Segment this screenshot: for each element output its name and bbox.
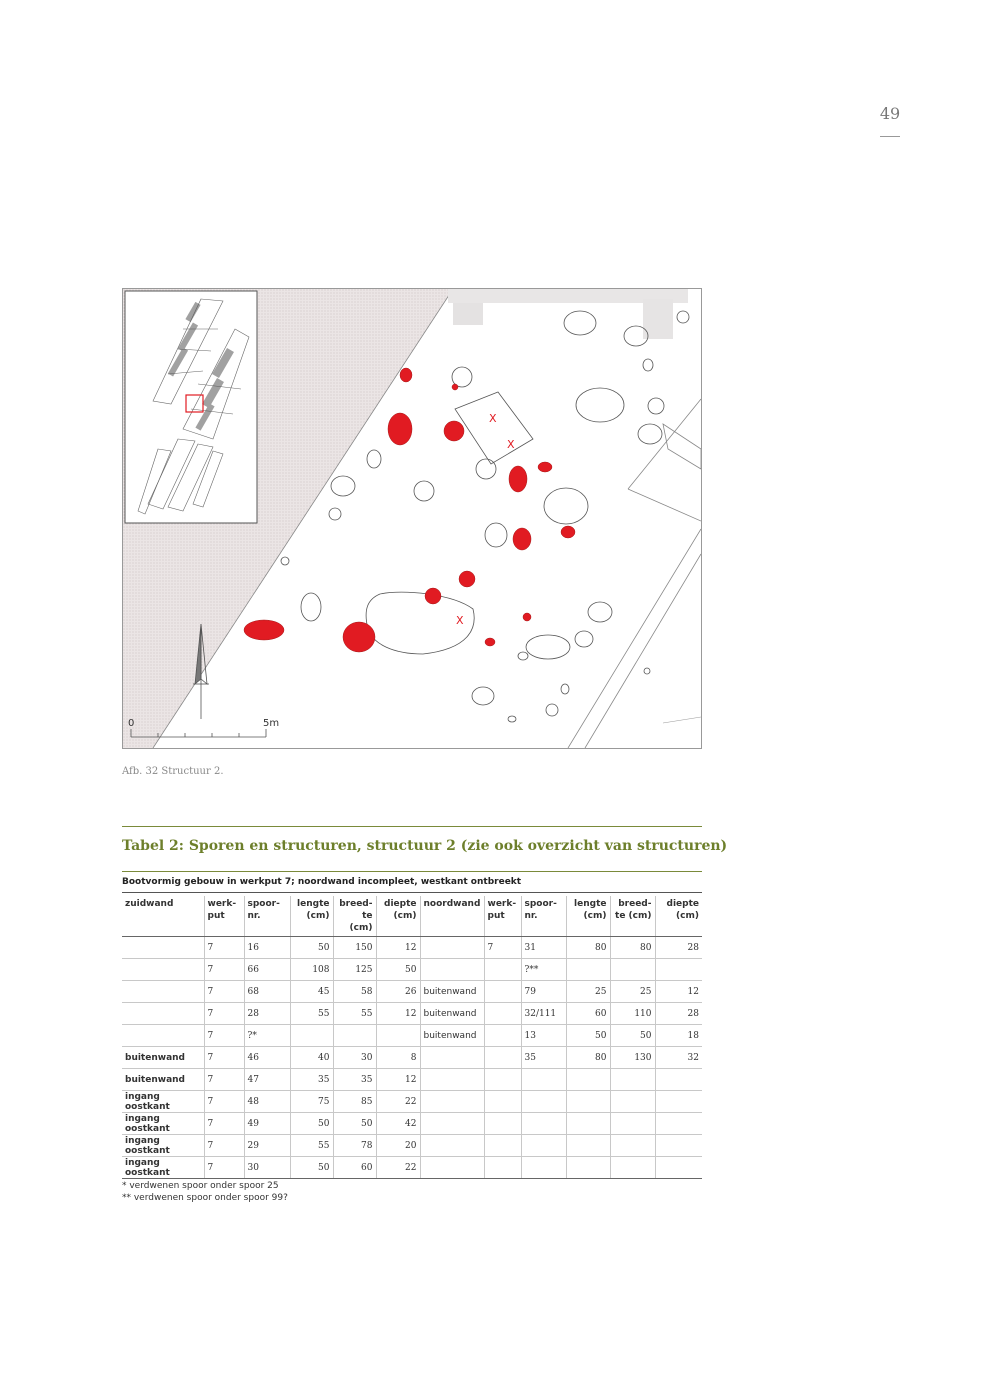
table-cell: [610, 1091, 655, 1113]
scale-end-label: 5m: [263, 718, 280, 729]
table-cell: 35: [521, 1047, 566, 1069]
column-header: [204, 896, 244, 937]
column-header-line-2: nr.: [247, 911, 261, 921]
table-cell: [484, 1069, 521, 1091]
table-top-rule: [122, 826, 702, 827]
table-cell: 85: [333, 1091, 376, 1113]
column-header-line-1: zuidwand: [125, 899, 174, 909]
column-header: [521, 896, 566, 937]
table-cell: 12: [376, 937, 420, 959]
table-cell: [484, 981, 521, 1003]
table-cell: 12: [376, 1069, 420, 1091]
column-header-line-2: te (cm): [615, 911, 652, 921]
table-cell: [655, 1135, 702, 1157]
feature-marker-1: X: [489, 412, 497, 425]
column-header: [122, 896, 204, 937]
table-cell: [521, 1113, 566, 1135]
column-header-line-1: spoor-: [524, 899, 557, 909]
table-cell: 47: [244, 1069, 290, 1091]
table-cell: buitenwand: [122, 1047, 204, 1069]
column-header-line-1: werk-: [487, 899, 517, 909]
table-cell: 46: [244, 1047, 290, 1069]
table-cell: 16: [244, 937, 290, 959]
structure-table: [122, 896, 702, 1179]
column-header-line-1: lengte: [574, 899, 607, 909]
column-header: [420, 896, 484, 937]
table-cell: 50: [290, 1157, 333, 1179]
table-cell: [122, 1025, 204, 1047]
table-cell: 25: [610, 981, 655, 1003]
column-header-line-1: spoor-: [247, 899, 280, 909]
table-title: Tabel 2: Sporen en structuren, structuur 2 (zie ook overzicht van structuren): [122, 838, 728, 854]
column-header: [655, 896, 702, 937]
table-cell: [484, 1113, 521, 1135]
table-cell: 28: [244, 1003, 290, 1025]
table-cell: 58: [333, 981, 376, 1003]
table-cell: [420, 959, 484, 981]
table-cell: [484, 1135, 521, 1157]
table-header-row: [122, 896, 702, 937]
table-cell: [610, 1135, 655, 1157]
table-cell: [420, 1047, 484, 1069]
column-header-line-1: werk-: [207, 899, 237, 909]
table-cell: 80: [566, 937, 610, 959]
column-header-line-2: te (cm): [349, 911, 373, 933]
table-cell: [122, 959, 204, 981]
column-header-line-1: diepte: [384, 899, 417, 909]
table-cell: ?*: [244, 1025, 290, 1047]
table-row: [122, 1135, 702, 1157]
column-header-line-1: lengte: [297, 899, 330, 909]
table-cell: 8: [376, 1047, 420, 1069]
table-cell: [655, 1069, 702, 1091]
table-cell: 7: [204, 1069, 244, 1091]
table-cell: 7: [204, 959, 244, 981]
table-cell: 78: [333, 1135, 376, 1157]
table-cell: 66: [244, 959, 290, 981]
table-cell: [290, 1025, 333, 1047]
table-cell: 12: [655, 981, 702, 1003]
column-header-line-1: noordwand: [423, 899, 481, 909]
table-cell: [333, 1025, 376, 1047]
table-cell: 130: [610, 1047, 655, 1069]
table-cell: buitenwand: [122, 1069, 204, 1091]
table-row: [122, 981, 702, 1003]
table-footnotes: [122, 1180, 288, 1204]
column-header: [376, 896, 420, 937]
page-number: 49: [879, 104, 901, 123]
table-cell: 28: [655, 937, 702, 959]
table-cell: [420, 1069, 484, 1091]
table-cell: 40: [290, 1047, 333, 1069]
feature-marker-3: X: [456, 614, 464, 627]
table-cell: 125: [333, 959, 376, 981]
table-row: [122, 1091, 702, 1113]
column-header-line-1: breed-: [618, 899, 652, 909]
table-cell: ingang oostkant: [122, 1157, 204, 1179]
table-cell: 60: [333, 1157, 376, 1179]
column-header: [566, 896, 610, 937]
table-cell: 75: [290, 1091, 333, 1113]
table-cell: 55: [290, 1003, 333, 1025]
inset-overview-map: [125, 291, 257, 523]
table-cell: 30: [333, 1047, 376, 1069]
table-cell: 68: [244, 981, 290, 1003]
column-header: [484, 896, 521, 937]
table-cell: [610, 1157, 655, 1179]
table-cell: [122, 937, 204, 959]
table-cell: [420, 1091, 484, 1113]
column-header: [244, 896, 290, 937]
table-cell: [566, 1135, 610, 1157]
table-cell: 32: [655, 1047, 702, 1069]
table-cell: 50: [333, 1113, 376, 1135]
table-cell: [484, 1025, 521, 1047]
column-header: [290, 896, 333, 937]
table-cell: [376, 1025, 420, 1047]
table-cell: [566, 1091, 610, 1113]
table-cell: 7: [204, 937, 244, 959]
table-cell: [122, 981, 204, 1003]
table-cell: [521, 1069, 566, 1091]
table-cell: [484, 959, 521, 981]
table-cell: 80: [610, 937, 655, 959]
column-header-line-2: (cm): [583, 911, 607, 921]
table-cell: 50: [376, 959, 420, 981]
table-cell: [484, 1003, 521, 1025]
excavation-plan-figure: [122, 288, 702, 749]
column-header-line-2: put: [487, 911, 505, 921]
table-cell: [521, 1157, 566, 1179]
table-row: [122, 1157, 702, 1179]
table-row: [122, 1025, 702, 1047]
table-cell: 20: [376, 1135, 420, 1157]
table-cell: [484, 1047, 521, 1069]
table-cell: 55: [333, 1003, 376, 1025]
footnote-1: * verdwenen spoor onder spoor 25: [122, 1181, 279, 1191]
table-cell: [420, 1157, 484, 1179]
table-cell: 50: [566, 1025, 610, 1047]
table-cell: 26: [376, 981, 420, 1003]
table-cell: 49: [244, 1113, 290, 1135]
column-header-line-2: (cm): [393, 911, 417, 921]
table-subtitle: Bootvormig gebouw in werkput 7; noordwand incompleet, westkant ontbreekt: [122, 877, 522, 887]
column-header-line-1: diepte: [666, 899, 699, 909]
table-cell: [610, 959, 655, 981]
table-cell: [610, 1069, 655, 1091]
table-cell: 7: [204, 1025, 244, 1047]
table-cell: 50: [290, 937, 333, 959]
table-cell: 7: [204, 1047, 244, 1069]
table-cell: 50: [610, 1025, 655, 1047]
table-cell: 35: [290, 1069, 333, 1091]
table-cell: 29: [244, 1135, 290, 1157]
table-cell: 28: [655, 1003, 702, 1025]
table-cell: buitenwand: [420, 1003, 484, 1025]
table-cell: [122, 1003, 204, 1025]
table-cell: 55: [290, 1135, 333, 1157]
table-cell: 7: [204, 1135, 244, 1157]
table-row: [122, 937, 702, 959]
table-cell: 79: [521, 981, 566, 1003]
table-cell: [566, 959, 610, 981]
table-cell: 13: [521, 1025, 566, 1047]
table-cell: 60: [566, 1003, 610, 1025]
page-number-rule: [880, 136, 900, 137]
table-cell: 31: [521, 937, 566, 959]
table-cell: [566, 1069, 610, 1091]
table-cell: 150: [333, 937, 376, 959]
table-cell: buitenwand: [420, 981, 484, 1003]
table-cell: 32/111: [521, 1003, 566, 1025]
table-cell: [566, 1113, 610, 1135]
table-row: [122, 1069, 702, 1091]
table-cell: [655, 1091, 702, 1113]
table-row: [122, 959, 702, 981]
table-cell: [420, 1135, 484, 1157]
table-cell: ingang oostkant: [122, 1113, 204, 1135]
column-header: [610, 896, 655, 937]
column-header-line-2: (cm): [676, 911, 699, 921]
table-cell: 12: [376, 1003, 420, 1025]
table-cell: 30: [244, 1157, 290, 1179]
table-cell: [484, 1157, 521, 1179]
column-header-line-1: breed-: [339, 899, 373, 909]
table-cell: [521, 1135, 566, 1157]
table-cell: [484, 1091, 521, 1113]
table-cell: 42: [376, 1113, 420, 1135]
scale-start-label: 0: [128, 718, 135, 729]
table-cell: ?**: [521, 959, 566, 981]
figure-caption: Afb. 32 Structuur 2.: [122, 766, 224, 777]
table-cell: ingang oostkant: [122, 1135, 204, 1157]
table-cell: buitenwand: [420, 1025, 484, 1047]
table-cell: ingang oostkant: [122, 1091, 204, 1113]
table-row: [122, 1003, 702, 1025]
table-cell: 110: [610, 1003, 655, 1025]
column-header-line-2: nr.: [524, 911, 538, 921]
table-title-rule: [122, 871, 702, 872]
table-cell: [655, 1113, 702, 1135]
table-cell: 18: [655, 1025, 702, 1047]
table-cell: [655, 1157, 702, 1179]
table-cell: 7: [484, 937, 521, 959]
table-cell: 25: [566, 981, 610, 1003]
table-subtitle-rule: [122, 892, 702, 893]
table-cell: 7: [204, 1003, 244, 1025]
table-cell: [655, 959, 702, 981]
table-cell: [420, 937, 484, 959]
column-header-line-2: (cm): [306, 911, 330, 921]
table-cell: 108: [290, 959, 333, 981]
column-header-line-2: put: [207, 911, 225, 921]
table-cell: [521, 1091, 566, 1113]
feature-marker-2: X: [507, 438, 515, 451]
table-cell: 7: [204, 1113, 244, 1135]
table-cell: 80: [566, 1047, 610, 1069]
table-cell: 22: [376, 1157, 420, 1179]
column-header: [333, 896, 376, 937]
table-cell: 7: [204, 1157, 244, 1179]
footnote-2: ** verdwenen spoor onder spoor 99?: [122, 1193, 288, 1203]
table-cell: 50: [290, 1113, 333, 1135]
table-row: [122, 1113, 702, 1135]
table-body: [122, 937, 702, 1179]
table-cell: 7: [204, 1091, 244, 1113]
table-row: [122, 1047, 702, 1069]
table-cell: [420, 1113, 484, 1135]
table-cell: [566, 1157, 610, 1179]
excavation-plan-drawing: [123, 289, 701, 748]
table-cell: 45: [290, 981, 333, 1003]
table-cell: 22: [376, 1091, 420, 1113]
table-cell: 48: [244, 1091, 290, 1113]
table-cell: 35: [333, 1069, 376, 1091]
table-cell: [610, 1113, 655, 1135]
table-cell: 7: [204, 981, 244, 1003]
